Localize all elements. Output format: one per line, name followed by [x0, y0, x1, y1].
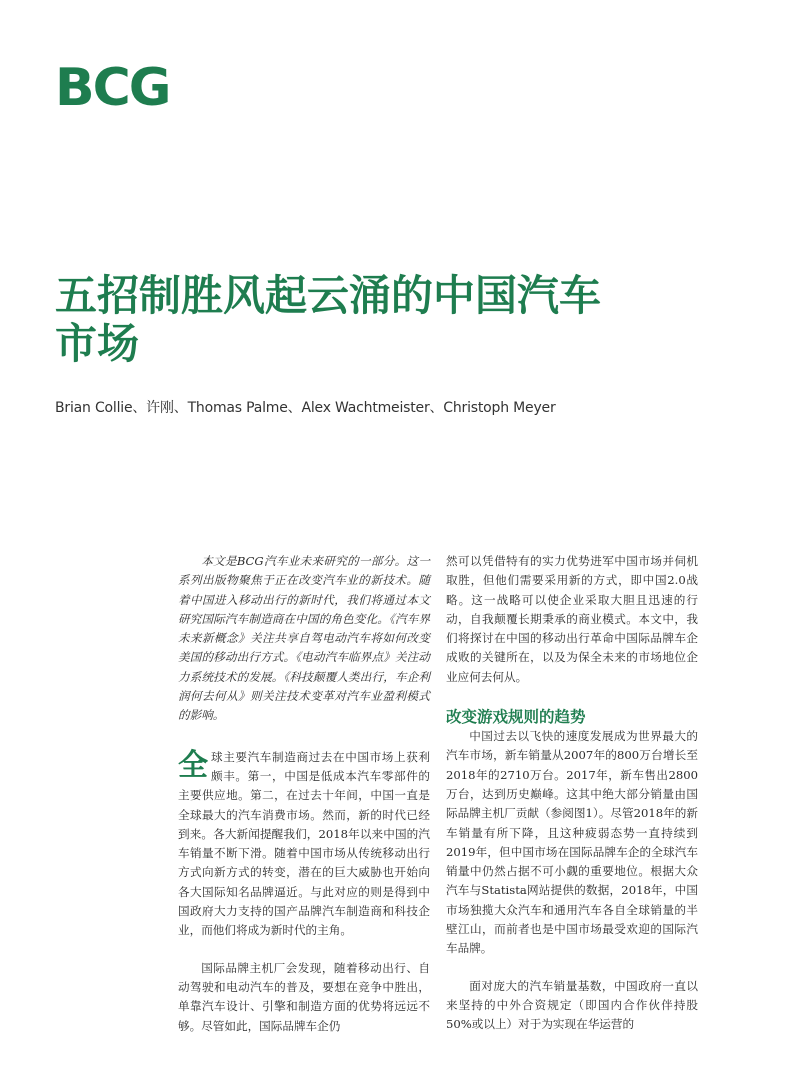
body-paragraph-2: 国际品牌主机厂会发现，随着移动出行、自动驾驶和电动汽车的普及，要想在竞争中胜出，单靠汽车设计、引擎和制造方面的优势将远远不够。尽管如此，国际品牌车企仍 [178, 960, 430, 1033]
body-paragraph-1 [178, 748, 430, 941]
bcg-logo: BCG [55, 58, 170, 118]
title-line-2: 市场 [55, 319, 140, 368]
intro-paragraph: 本文是BCG汽车业未来研究的一部分。这一系列出版物聚焦于正在改变汽车业的新技术。随着中国进入移动出行的新时代，我们将通过本文研究国际汽车制造商在中国的角色变化。《汽车界未来新概念》关注共享自驾电动汽车将如何改变美国的移动出行方式。《电动汽车临界点》关注动力系统技术的发展。《科技颠覆人类出行，车企利润何去何从》则关注技术变革对汽车业盈利模式的影响。 [178, 554, 430, 723]
section-heading: 改变游戏规则的趋势 [446, 707, 586, 727]
body-paragraph-1-text: 球主要汽车制造商过去在中国市场上获利颇丰。第一，中国是低成本汽车零部件的主要供应地。第二，在过去十年间，中国一直是全球最大的汽车消费市场。然而，新的时代已经到来。各大新闻提醒我们，2018年以来中国的汽车销量不断下滑。随着中国市场从传统移动出行方式向新方式的转变，潜在的巨大威胁也开始向各大国际知名品牌逼近。与此对应的则是得到中国政府大力支持的国产品牌汽车制造商和科技企业，而他们将成为新时代的主角。 [178, 749, 430, 938]
body-paragraph-continued: 然可以凭借特有的实力优势进军中国市场并伺机取胜，但他们需要采用新的方式，即中国2.0战略。这一战略可以使企业采取大胆且迅速的行动，自我颠覆长期秉承的商业模式。本文中，我们将探讨在中国的移动出行革命中国际品牌车企成败的关键所在，以及为保全未来的市场地位企业应何去何从。 [446, 554, 698, 684]
drop-cap: 全 [178, 747, 208, 783]
right-column [446, 552, 698, 1035]
page-title [55, 272, 745, 368]
title-line-1: 五招制胜风起云涌的中国汽车 [55, 271, 602, 320]
body-paragraph-3: 中国过去以飞快的速度发展成为世界最大的汽车市场，新车销量从2007年的800万台增长至2018年的2710万台。2017年，新车售出2800万台，达到历史巅峰。这其中绝大部分销量由国际品牌主机厂贡献（参阅图1）。尽管2018年的新车销量有所下降，且这种疲弱态势一直持续到2019年，但中国市场在国际品牌车企的全球汽车销量中仍然占据不可小觑的重要地位。根据大众汽车与Statista网站提供的数据，2018年，中国市场独揽大众汽车和通用汽车各自全球销量的半壁江山，而前者也是中国市场最受欢迎的国际汽车品牌。 [446, 729, 698, 956]
author-list: Brian Collie、许刚、Thomas Palme、Alex Wachtmeister、Christoph Meyer [55, 400, 556, 416]
left-column [178, 552, 430, 1036]
body-paragraph-4: 面对庞大的汽车销量基数，中国政府一直以来坚持的中外合资规定（即国内合作伙伴持股50%或以上）对于为实现在华运营的 [446, 978, 698, 1032]
